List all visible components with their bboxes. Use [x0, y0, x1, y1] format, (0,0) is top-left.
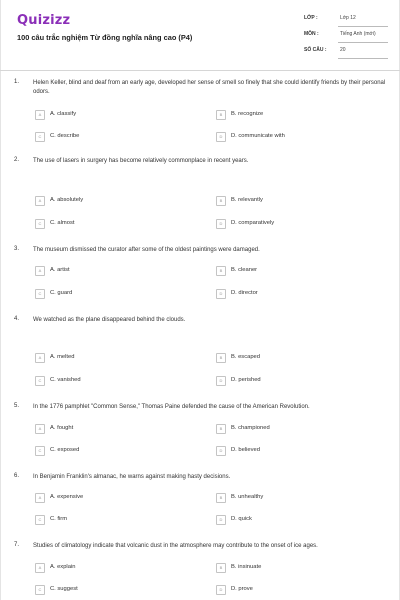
option-letter-box: D — [216, 585, 226, 595]
question-text: The use of lasers in surgery has become relatively commonplace in recent years. — [33, 158, 249, 164]
meta-value: Lớp 12 — [340, 15, 356, 21]
option-letter-box: A — [35, 110, 45, 120]
page-border-left — [0, 0, 1, 600]
option-label: B. championed — [231, 425, 270, 431]
option-letter-box: A — [35, 266, 45, 276]
option-label: A. classify — [50, 111, 77, 117]
option-letter-box: B — [216, 196, 226, 206]
quiz-meta — [304, 12, 388, 60]
option-letter-box: D — [216, 219, 226, 229]
option-letter-box: B — [216, 493, 226, 503]
option-letter-box: C — [35, 376, 45, 386]
option-label: D. believed — [231, 447, 261, 453]
quizizz-logo: Quizizz — [17, 13, 71, 28]
option-letter-box: D — [216, 446, 226, 456]
option-letter-box: C — [35, 585, 45, 595]
option-letter-box: C — [35, 289, 45, 299]
option-label: A. absolutely — [50, 197, 84, 203]
quiz-title: 100 câu trắc nghiệm Từ đồng nghĩa nâng cao (P4) — [17, 33, 193, 42]
option-letter-box: A — [35, 353, 45, 363]
question-number: 1. — [14, 79, 20, 85]
meta-grade — [304, 12, 388, 28]
option-letter-box: B — [216, 563, 226, 573]
question-text: Helen Keller, blind and deaf from an early age, developed her sense of smell so finely that she could identify friends by their personal odors. — [33, 80, 386, 95]
question-text: Studies of climatology indicate that volcanic dust in the atmosphere may contribute to the onset of ice ages. — [33, 543, 318, 549]
option-letter-box: C — [35, 219, 45, 229]
option-label: A. fought — [50, 425, 74, 431]
option-label: C. describe — [50, 133, 80, 139]
header-divider — [0, 70, 400, 71]
question-number: 2. — [14, 157, 20, 163]
option-label: C. suggest — [50, 586, 78, 592]
option-letter-box: B — [216, 353, 226, 363]
question-number: 7. — [14, 542, 20, 548]
question-number: 4. — [14, 316, 20, 322]
question-text: In the 1776 pamphlet "Common Sense," Thomas Paine defended the cause of the American Revolution. — [33, 404, 310, 410]
question-text: In Benjamin Franklin's almanac, he warns against making hasty decisions. — [33, 474, 231, 480]
option-letter-box: B — [216, 110, 226, 120]
option-letter-box: B — [216, 424, 226, 434]
option-label: B. recognize — [231, 111, 264, 117]
option-label: D. quick — [231, 516, 252, 522]
option-label: B. relevantly — [231, 197, 263, 203]
option-letter-box: B — [216, 266, 226, 276]
option-letter-box: D — [216, 515, 226, 525]
question-number: 6. — [14, 473, 20, 479]
option-letter-box: A — [35, 424, 45, 434]
option-label: D. comparatively — [231, 220, 275, 226]
meta-value: Tiếng Anh (mới) — [340, 31, 376, 37]
meta-subject — [304, 28, 388, 44]
option-label: C. almost — [50, 220, 75, 226]
meta-label: MÔN : — [304, 31, 319, 37]
option-label: C. exposed — [50, 447, 80, 453]
option-letter-box: A — [35, 196, 45, 206]
option-letter-box: D — [216, 289, 226, 299]
option-letter-box: D — [216, 376, 226, 386]
option-letter-box: C — [35, 132, 45, 142]
option-letter-box: C — [35, 515, 45, 525]
option-label: B. escaped — [231, 354, 261, 360]
question-text: The museum dismissed the curator after some of the oldest paintings were damaged. — [33, 247, 260, 253]
meta-value: 20 — [340, 47, 346, 53]
option-label: B. unhealthy — [231, 494, 264, 500]
option-letter-box: C — [35, 446, 45, 456]
option-letter-box: D — [216, 132, 226, 142]
option-letter-box: A — [35, 493, 45, 503]
option-label: D. prove — [231, 586, 253, 592]
option-label: B. insinuate — [231, 564, 262, 570]
option-label: A. melted — [50, 354, 75, 360]
option-label: C. guard — [50, 290, 73, 296]
option-label: A. explain — [50, 564, 76, 570]
option-label: D. communicate with — [231, 133, 285, 139]
option-label: C. firm — [50, 516, 68, 522]
option-letter-box: A — [35, 563, 45, 573]
option-label: A. artist — [50, 267, 70, 273]
option-label: D. director — [231, 290, 258, 296]
option-label: B. cleaner — [231, 267, 258, 273]
question-number: 3. — [14, 246, 20, 252]
meta-label: LỚP : — [304, 15, 318, 21]
question-number: 5. — [14, 403, 20, 409]
option-label: D. perished — [231, 377, 261, 383]
meta-label: SỐ CÂU : — [304, 47, 327, 53]
option-label: C. vanished — [50, 377, 81, 383]
meta-question-count — [304, 44, 388, 60]
worksheet-header — [0, 0, 400, 66]
question-text: We watched as the plane disappeared behind the clouds. — [33, 317, 186, 323]
option-label: A. expensive — [50, 494, 84, 500]
